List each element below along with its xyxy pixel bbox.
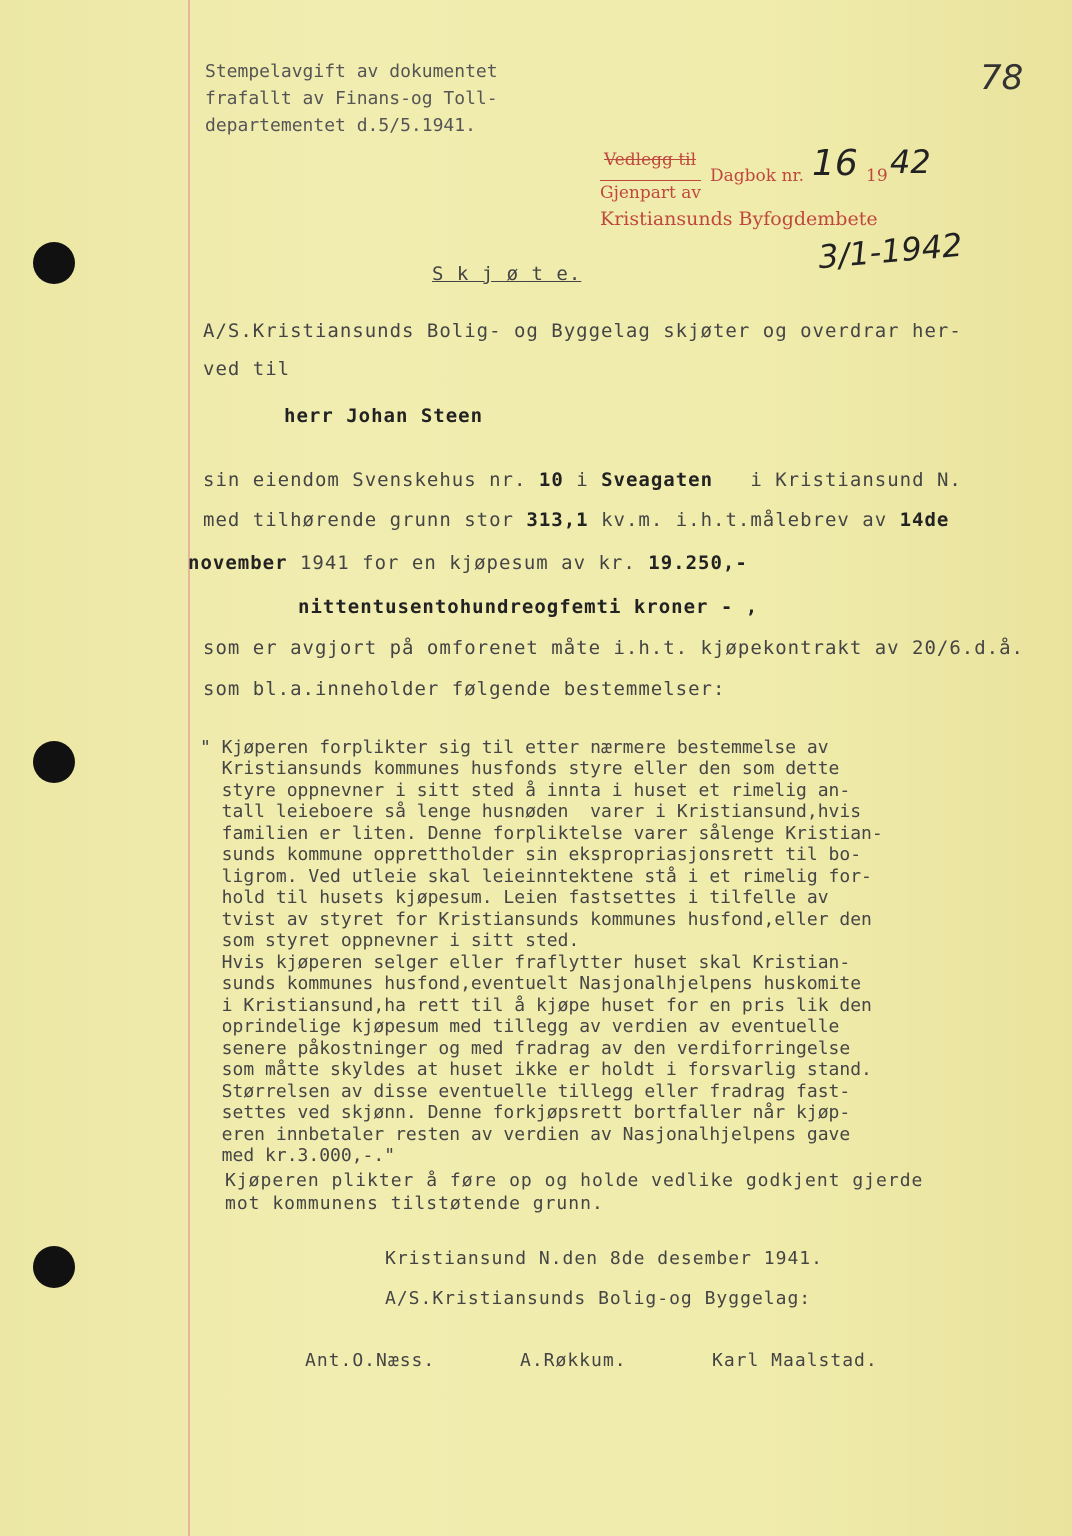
- stamp-dagbok-label: Dagbok nr.: [710, 166, 805, 186]
- stamp-note-line: departementet d.5/5.1941.: [205, 115, 476, 136]
- stamp-duty-note: [205, 58, 498, 139]
- text: i: [563, 469, 602, 491]
- contract-line: som bl.a.inneholder følgende bestemmelser:: [203, 678, 726, 700]
- survey-month: november: [188, 552, 288, 574]
- house-number: 10: [538, 469, 564, 491]
- signatory: A.Røkkum.: [520, 1350, 627, 1371]
- punch-hole: [33, 1246, 75, 1288]
- dagbok-number: 16: [812, 143, 858, 184]
- clause-line: tall leieboere så lenge husnøden varer i Kristiansund,hvis: [200, 801, 862, 822]
- clause-line: familien er liten. Denne forpliktelse varer sålenge Kristian-: [200, 822, 883, 844]
- stamp-office: Kristiansunds Byfogdembete: [600, 208, 878, 230]
- intro-line: A/S.Kristiansunds Bolig- og Byggelag skjøter og overdrar her-: [203, 320, 962, 342]
- margin-line: [188, 0, 190, 1536]
- stamp-note-line: frafallt av Finans-og Toll-: [205, 88, 498, 109]
- stamp-year-prefix: 19: [866, 166, 888, 186]
- contract-clause: [200, 715, 1000, 1188]
- clause-line: Størrelsen av disse eventuelle tillegg eller fradrag fast-: [200, 1080, 851, 1102]
- fence-line: Kjøperen plikter å føre op og holde vedlike godkjent gjerde: [225, 1170, 924, 1191]
- survey-date: 14de: [899, 509, 950, 531]
- clause-line: med kr.3.000,-.": [200, 1145, 396, 1166]
- fence-line: mot kommunens tilstøtende grunn.: [225, 1193, 604, 1214]
- property-line-3: [188, 552, 748, 574]
- contract-line: som er avgjort på omforenet måte i.h.t. kjøpekontrakt av 20/6.d.å.: [203, 637, 1024, 659]
- clause-line: som måtte skyldes at huset ikke er holdt i forsvarlig stand.: [200, 1059, 872, 1080]
- clause-line: sunds kommune opprettholder sin ekspropriasjonsrett til bo-: [200, 844, 862, 865]
- purchase-price: 19.250,-: [648, 552, 748, 574]
- text: med tilhørende grunn stor: [203, 509, 527, 531]
- area-value: 313,1: [526, 509, 589, 531]
- clause-line: hold til husets kjøpesum. Leien fastsettes i tilfelle av: [200, 887, 829, 908]
- clause-line: senere påkostninger og med fradrag av den verdiforringelse: [200, 1037, 851, 1059]
- page-number: 78: [980, 58, 1024, 98]
- clause-line: settes ved skjønn. Denne forkjøpsrett bortfaller når kjøp-: [200, 1102, 851, 1123]
- clause-line: sunds kommunes husfond,eventuelt Nasjonalhjelpens huskomite: [200, 973, 862, 994]
- punch-hole: [33, 741, 75, 783]
- grantee-name: herr Johan Steen: [284, 405, 484, 427]
- property-line-1: [203, 469, 962, 491]
- clause-line: " Kjøperen forplikter sig til etter nærmere bestemmelse av: [200, 736, 829, 758]
- stamp-note-line: Stempelavgift av dokumentet: [205, 61, 498, 82]
- clause-line: ligrom. Ved utleie skal leieinntektene stå i et rimelig for-: [200, 865, 872, 887]
- clause-line: oprindelige kjøpesum med tillegg av verdien av eventuelle: [200, 1016, 840, 1037]
- intro-line: ved til: [203, 358, 291, 380]
- clause-line: som styret oppnevner i sitt sted.: [200, 930, 580, 951]
- text: sin eiendom Svenskehus nr.: [203, 469, 527, 491]
- clause-line: i Kristiansund,ha rett til å kjøpe huset for en pris lik den: [200, 994, 872, 1016]
- clause-line: tvist av styret for Kristiansunds kommunes husfond,eller den: [200, 908, 872, 930]
- text: kv.m. i.h.t.målebrev av: [588, 509, 900, 531]
- property-line-2: [203, 509, 949, 531]
- text: i Kristiansund N.: [713, 469, 962, 491]
- text: for en kjøpesum av kr.: [349, 552, 649, 574]
- dagbok-year: 42: [890, 143, 931, 181]
- punch-hole: [33, 242, 75, 284]
- registration-date: 3/1-1942: [816, 225, 964, 277]
- clause-line: eren innbetaler resten av verdien av Nasjonalhjelpens gave: [200, 1123, 851, 1145]
- price-in-words: nittentusentohundreogfemti kroner - ,: [298, 596, 759, 618]
- signatory: Ant.O.Næss.: [305, 1350, 436, 1371]
- place-date: Kristiansund N.den 8de desember 1941.: [385, 1248, 823, 1269]
- clause-line: styre oppnevner i sitt sted å innta i huset et rimelig an-: [200, 779, 851, 801]
- stamp-struck-text: Vedlegg til: [604, 150, 697, 170]
- document-title: S k j ø t e.: [432, 263, 582, 285]
- street-name: Sveagaten: [601, 469, 714, 491]
- stamp-gjenpart: Gjenpart av: [600, 180, 701, 203]
- survey-year: 1941: [287, 552, 350, 574]
- signatory: Karl Maalstad.: [712, 1350, 878, 1371]
- company-signature-line: A/S.Kristiansunds Bolig-og Byggelag:: [385, 1288, 812, 1309]
- clause-line: Kristiansunds kommunes husfonds styre eller den som dette: [200, 758, 840, 779]
- clause-line: Hvis kjøperen selger eller fraflytter huset skal Kristian-: [200, 951, 851, 973]
